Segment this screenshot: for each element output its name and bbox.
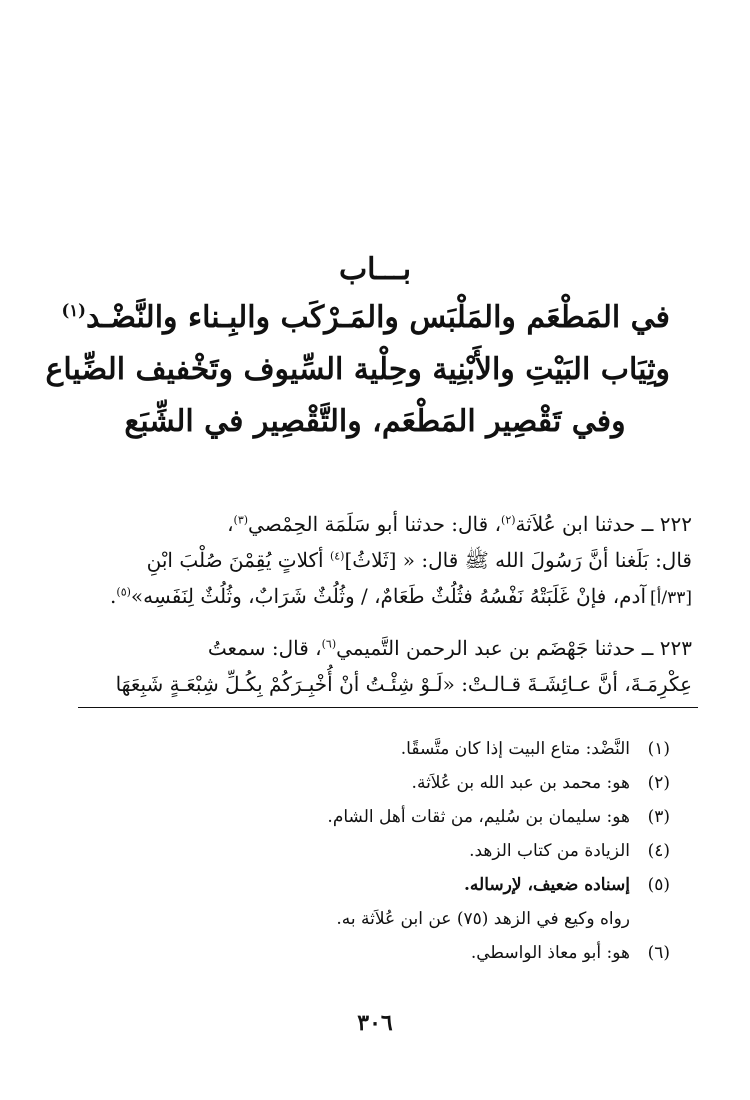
manuscript-page-ref: [٣٣/أ]: [650, 588, 692, 608]
footnote-6: [110, 936, 670, 970]
footnote-4: [110, 834, 670, 868]
footnote-ref-6[interactable]: (٦): [321, 637, 337, 651]
footnote-text: إسناده ضعيف، لإرساله.: [464, 875, 630, 895]
footnote-ref-4[interactable]: (٤): [329, 549, 345, 563]
hadith-222-text-f: آدم، فإنْ غَلَبَتْهُ نَفْسُهُ فثُلُثٌ طَعَامٌ، / وثُلُثٌ شَرَابٌ، وثُلُثٌ لِنَفَسِه»: [130, 584, 646, 608]
hadith-222-text-a: ٢٢٢ ــ حدثنا ابن عُلاَثة: [515, 512, 692, 536]
chapter-title-line-2: وثِيَاب البَيْتِ والأَبْنِية وحِلْية السِّيوف وتَخْفيف الضِّياع: [45, 352, 670, 387]
hadith-222-text-g: .: [110, 584, 117, 608]
footnote-number: (٢): [647, 773, 670, 793]
hadith-222-text-c: ،: [227, 512, 234, 536]
footnote-ref-3[interactable]: (٣): [233, 513, 249, 527]
hadith-222-text-e: أكلاتٍ يُقِمْنَ صُلْبَ ابْنِ: [146, 548, 330, 572]
footnote-5-continuation: رواه وكيع في الزهد (٧٥) عن ابن عُلاَثة به.: [336, 909, 630, 929]
footnote-2: [110, 766, 670, 800]
hadith-223-text-b: ، قال: سمعتُ: [207, 636, 322, 660]
hadith-222-line-1: [52, 506, 692, 542]
footnote-5: [110, 868, 670, 902]
footnote-ref-2[interactable]: (٢): [501, 513, 516, 527]
chapter-label: بـــاب: [338, 252, 412, 287]
title-line-1-text: في المَطْعَم والمَلْبَس والمَـرْكَب والبِـناء والنَّضْـد: [85, 300, 670, 335]
footnote-text: النَّضْد: متاع البيت إذا كان متَّسقًا.: [400, 739, 630, 759]
chapter-title-line-3: وفي تَقْصِير المَطْعَم، والتَّقْصِير في الشِّبَع: [124, 404, 626, 439]
footnote-3: [110, 800, 670, 834]
footnote-text: هو: أبو معاذ الواسطي.: [470, 943, 630, 963]
footnote-1: [110, 732, 670, 766]
footnote-divider: [78, 707, 698, 708]
footnote-number: (٤): [647, 841, 670, 861]
page-number: ٣٠٦: [357, 1010, 393, 1036]
chapter-heading: [45, 248, 670, 448]
footnote-text: هو: محمد بن عبد الله بن عُلاَثة.: [411, 773, 630, 793]
paragraph-gap: [52, 616, 692, 630]
hadith-222-text-b: ، قال: حدثنا أبو سَلَمَة الحِمْصي: [248, 512, 502, 536]
footnote-ref-1[interactable]: (١): [61, 301, 86, 320]
footnotes: [110, 732, 670, 970]
hadith-222-text-d: قال: بَلَغنا أنَّ رَسُولَ الله ﷺ قال: « [ثَلاثُ]: [344, 548, 692, 572]
footnote-number: (٣): [647, 807, 670, 827]
footnote-ref-5[interactable]: (٥): [116, 585, 131, 599]
footnote-text: هو: سليمان بن سُليم، من ثقات أهل الشام.: [327, 807, 630, 827]
hadith-222-line-2: [52, 542, 692, 578]
chapter-title-line-1: [61, 292, 670, 344]
hadith-223-text-a: ٢٢٣ ــ حدثنا جَهْضَم بن عبد الرحمن التَّميمي: [336, 636, 692, 660]
footnote-number: (١): [647, 739, 670, 759]
footnote-text: الزيادة من كتاب الزهد.: [469, 841, 630, 861]
hadith-222-line-3: [52, 578, 692, 616]
hadith-223-line-1: [52, 630, 692, 666]
footnote-number: (٦): [647, 943, 670, 963]
hadith-223-line-2: عِكْرِمَـةَ، أنَّ عـائِشَـةَ قـالـتْ: «لَـوْ شِئْـتُ أنْ أُخْبِـرَكُمْ بِكُـلِّ شِبْعَـةٍ شَبِعَهَا: [115, 672, 692, 696]
footnote-number: (٥): [647, 875, 670, 895]
main-text: [52, 506, 692, 702]
